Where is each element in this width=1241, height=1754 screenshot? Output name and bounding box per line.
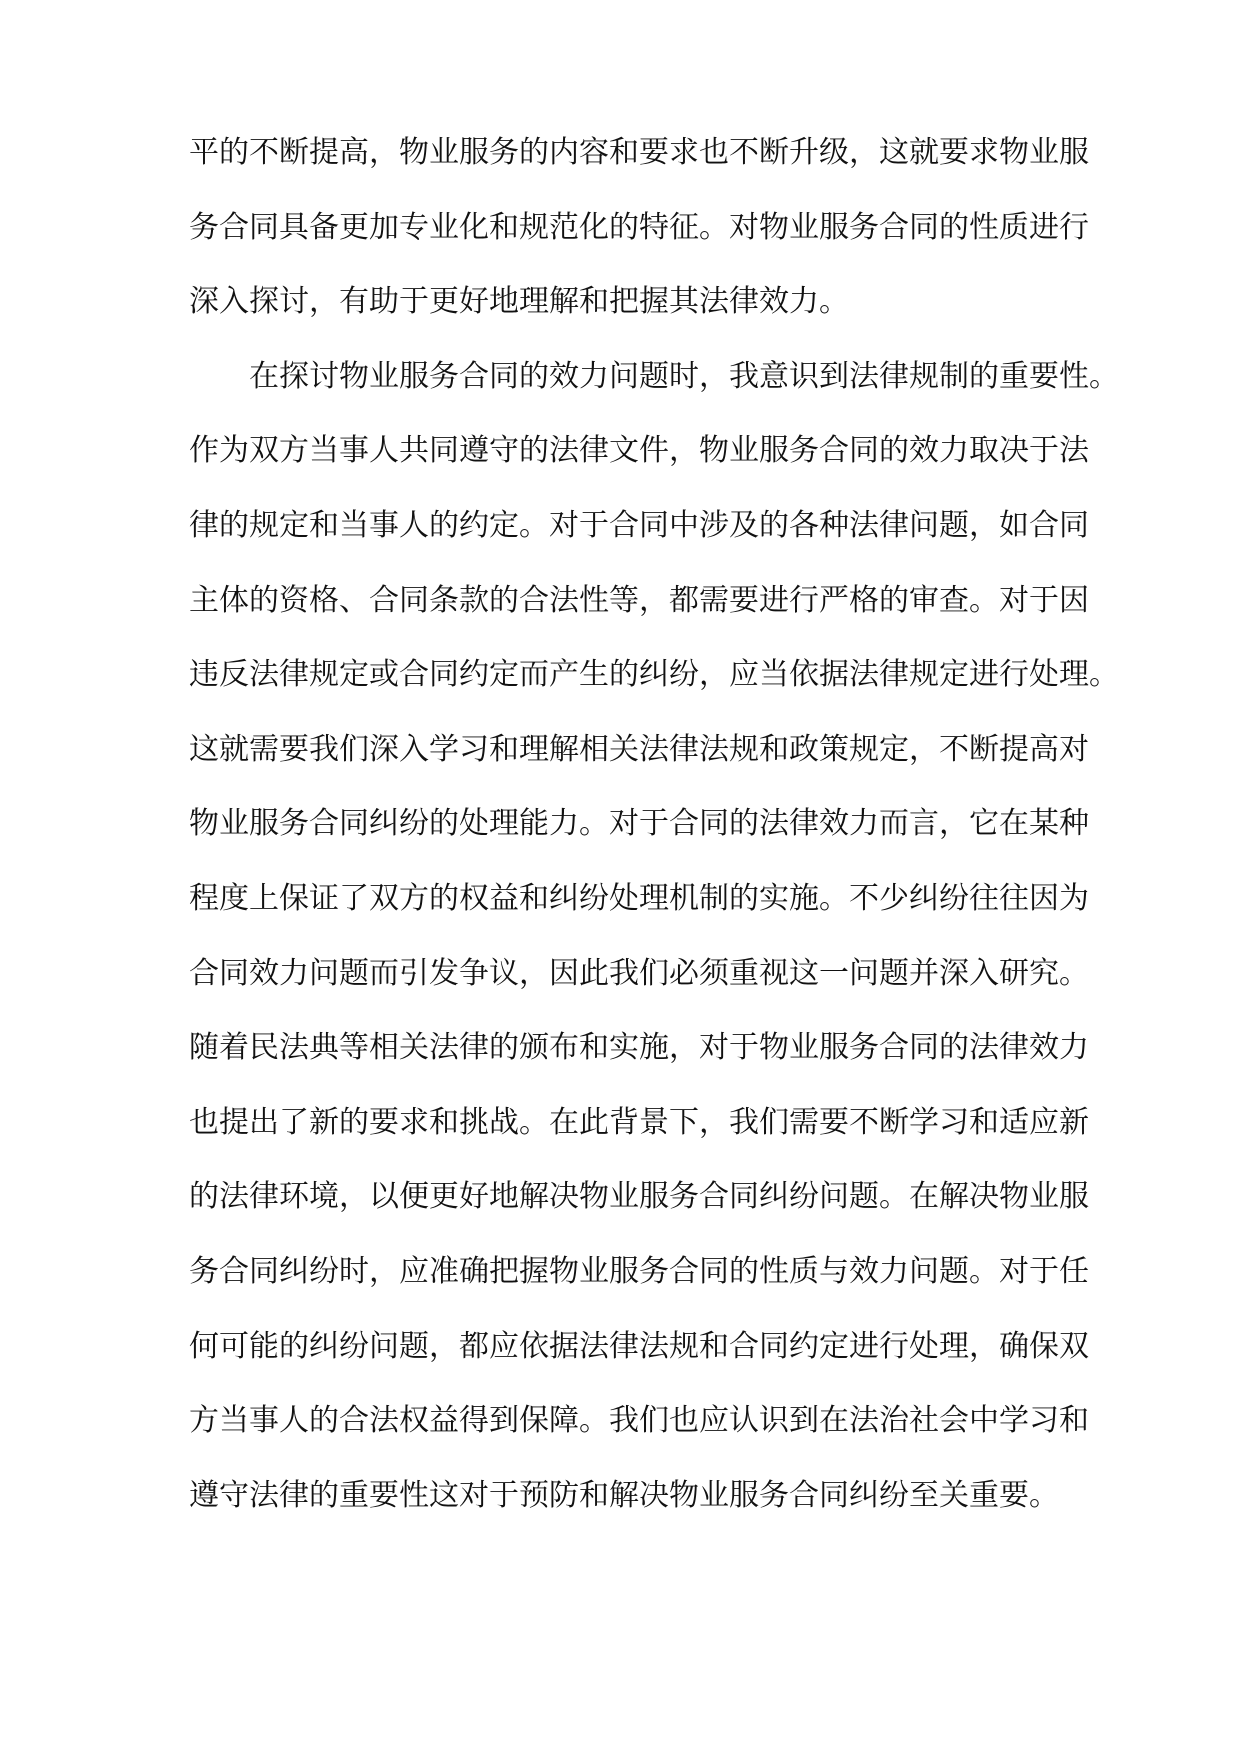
- text-line-8: 违反法律规定或合同约定而产生的纠纷，应当依据法律规定进行处理。: [189, 657, 1119, 693]
- text-line-11: 程度上保证了双方的权益和纠纷处理机制的实施。不少纠纷往往因为: [189, 880, 1089, 916]
- body-text: [189, 135, 1119, 1553]
- text-line-15: 的法律环境，以便更好地解决物业服务合同纠纷问题。在解决物业服: [189, 1179, 1089, 1215]
- text-line-3: 深入探讨，有助于更好地理解和把握其法律效力。: [189, 284, 849, 320]
- text-line-14: 也提出了新的要求和挑战。在此背景下，我们需要不断学习和适应新: [189, 1104, 1089, 1140]
- text-line-2: 务合同具备更加专业化和规范化的特征。对物业服务合同的性质进行: [189, 209, 1089, 245]
- text-line-13: 随着民法典等相关法律的颁布和实施，对于物业服务合同的法律效力: [189, 1030, 1089, 1066]
- text-line-12: 合同效力问题而引发争议，因此我们必须重视这一问题并深入研究。: [189, 955, 1089, 991]
- text-line-9: 这就需要我们深入学习和理解相关法律法规和政策规定，不断提高对: [189, 731, 1089, 767]
- text-line-16: 务合同纠纷时，应准确把握物业服务合同的性质与效力问题。对于任: [189, 1253, 1089, 1289]
- text-line-18: 方当事人的合法权益得到保障。我们也应认识到在法治社会中学习和: [189, 1403, 1089, 1439]
- text-line-17: 何可能的纠纷问题，都应依据法律法规和合同约定进行处理，确保双: [189, 1328, 1089, 1364]
- text-line-19: 遵守法律的重要性这对于预防和解决物业服务合同纠纷至关重要。: [189, 1477, 1059, 1513]
- text-line-1: 平的不断提高，物业服务的内容和要求也不断升级，这就要求物业服: [189, 135, 1089, 170]
- text-line-7: 主体的资格、合同条款的合法性等，都需要进行严格的审查。对于因: [189, 582, 1089, 618]
- text-line-10: 物业服务合同纠纷的处理能力。对于合同的法律效力而言，它在某种: [189, 806, 1089, 842]
- text-line-5: 作为双方当事人共同遵守的法律文件，物业服务合同的效力取决于法: [189, 433, 1089, 469]
- text-line-6: 律的规定和当事人的约定。对于合同中涉及的各种法律问题，如合同: [189, 507, 1089, 543]
- text-line-4: 在探讨物业服务合同的效力问题时，我意识到法律规制的重要性。: [249, 358, 1119, 394]
